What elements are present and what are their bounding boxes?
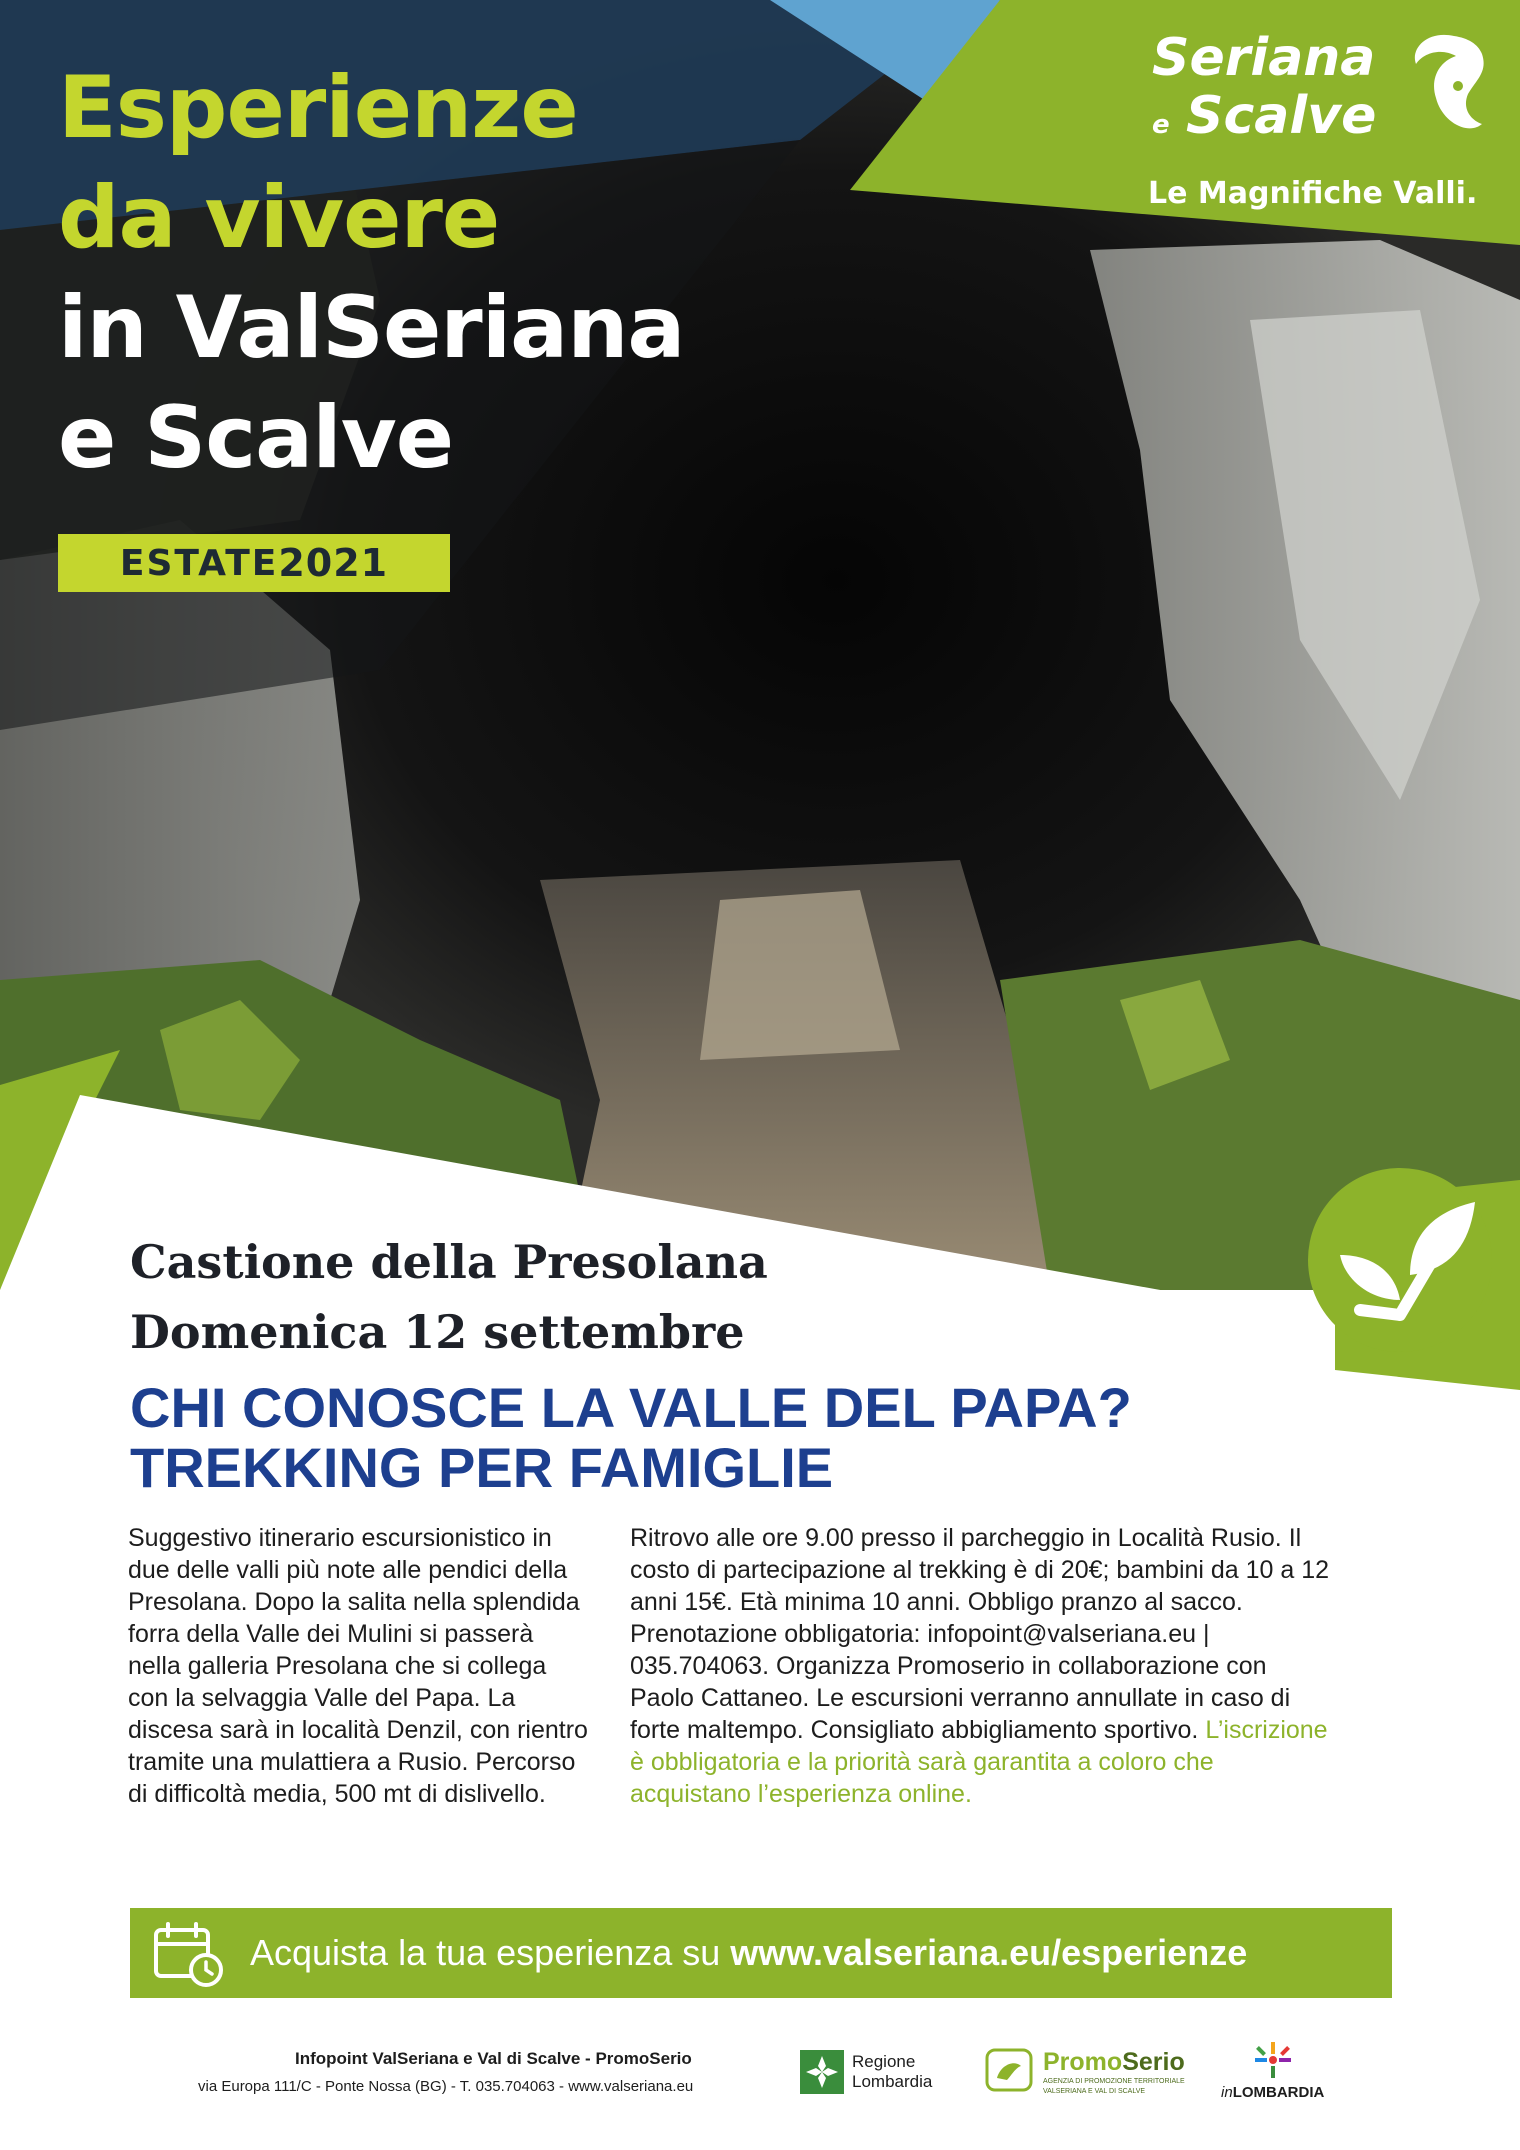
logo-word-e: e bbox=[1152, 110, 1170, 140]
promoserio-icon bbox=[985, 2048, 1033, 2092]
season-badge bbox=[58, 534, 450, 592]
headline-line-4: e Scalve bbox=[58, 388, 454, 488]
promoserio-word-a: Promo bbox=[1043, 2048, 1123, 2076]
description-right-text: Ritrovo alle ore 9.00 presso il parcheggio in Località Rusio. Il costo di partecipazione al trekking è di 20€; bambini da 10 a 12 anni 15€. Età minima 10 anni. Obbligo pranzo al sacco. Prenotazione obbligatoria: infopoint@valseriana.eu | 035.704063. Organizza Promoserio in collaborazione con Paolo Cattaneo. Le escursioni verranno annullate in caso di forte maltempo. Consigliato abbigliamento sportivo. bbox=[630, 1524, 1330, 1744]
logo-tagline: Le Magnifiche Valli. bbox=[1148, 176, 1478, 211]
event-location: Castione della Presolana bbox=[130, 1235, 768, 1289]
season-year: 2021 bbox=[278, 541, 389, 585]
regione-line-1: Regione bbox=[852, 2052, 916, 2071]
headline-line-1: Esperienze bbox=[58, 58, 578, 158]
cta-link[interactable]: www.valseriana.eu/esperienze bbox=[730, 1932, 1248, 1973]
brand-logo bbox=[1140, 28, 1500, 228]
regione-line-2: Lombardia bbox=[852, 2072, 933, 2091]
leaf-check-icon bbox=[1300, 1160, 1500, 1360]
goat-head-icon bbox=[1398, 28, 1490, 148]
event-title-line-1: CHI CONOSCE LA VALLE DEL PAPA? bbox=[130, 1376, 1132, 1439]
footer-address: via Europa 111/C - Ponte Nossa (BG) - T. 035.704063 - www.valseriana.eu bbox=[198, 2078, 694, 2095]
regione-lombardia-icon bbox=[800, 2050, 844, 2094]
cta-bar[interactable] bbox=[130, 1908, 1392, 1998]
logo-word-scalve: Scalve bbox=[1186, 86, 1377, 146]
promoserio-word-b: Serio bbox=[1122, 2048, 1185, 2076]
calendar-clock-icon bbox=[152, 1920, 224, 1988]
event-title-line-2: TREKKING PER FAMIGLIE bbox=[130, 1436, 834, 1499]
promoserio-subtitle-2: VALSERIANA E VAL DI SCALVE bbox=[1043, 2088, 1146, 2095]
season-label: ESTATE bbox=[119, 542, 279, 584]
description-right-highlight: L’iscrizione è obbligatoria e la priorità sarà garantita a coloro che acquistano l’esperienza online. bbox=[630, 1716, 1328, 1808]
promoserio-subtitle-1: AGENZIA DI PROMOZIONE TERRITORIALE bbox=[1043, 2078, 1185, 2085]
promoserio-logo bbox=[985, 2048, 1205, 2104]
inlombardia-star-icon bbox=[1251, 2040, 1295, 2080]
headline-line-3: in ValSeriana bbox=[58, 278, 685, 378]
inlombardia-logo bbox=[1215, 2040, 1335, 2110]
footer-org-name: Infopoint ValSeriana e Val di Scalve - PromoSerio bbox=[295, 2049, 692, 2068]
description-right bbox=[630, 1522, 1330, 1810]
event-date: Domenica 12 settembre bbox=[130, 1305, 745, 1359]
promoserio-word bbox=[1043, 2048, 1185, 2077]
cta-prefix: Acquista la tua esperienza su bbox=[250, 1932, 731, 1973]
inlombardia-lombardia: LOMBARDIA bbox=[1232, 2084, 1325, 2101]
cta-text bbox=[250, 1932, 1247, 1974]
description-left: Suggestivo itinerario escursionistico in due delle valli più note alle pendici della Presolana. Dopo la salita nella splendida forra della Valle dei Mulini si passerà nella galleria Presolana che si collega con la selvaggia Valle del Papa. La discesa sarà in località Denzil, con rientro tramite una mulattiera a Rusio. Percorso di difficoltà media, 500 mt di dislivello. bbox=[128, 1524, 588, 1808]
headline-line-2: da vivere bbox=[58, 168, 500, 268]
inlombardia-text bbox=[1221, 2084, 1324, 2101]
inlombardia-in: in bbox=[1221, 2084, 1233, 2101]
regione-lombardia-logo bbox=[800, 2050, 960, 2100]
logo-word-seriana: Seriana bbox=[1152, 28, 1376, 88]
